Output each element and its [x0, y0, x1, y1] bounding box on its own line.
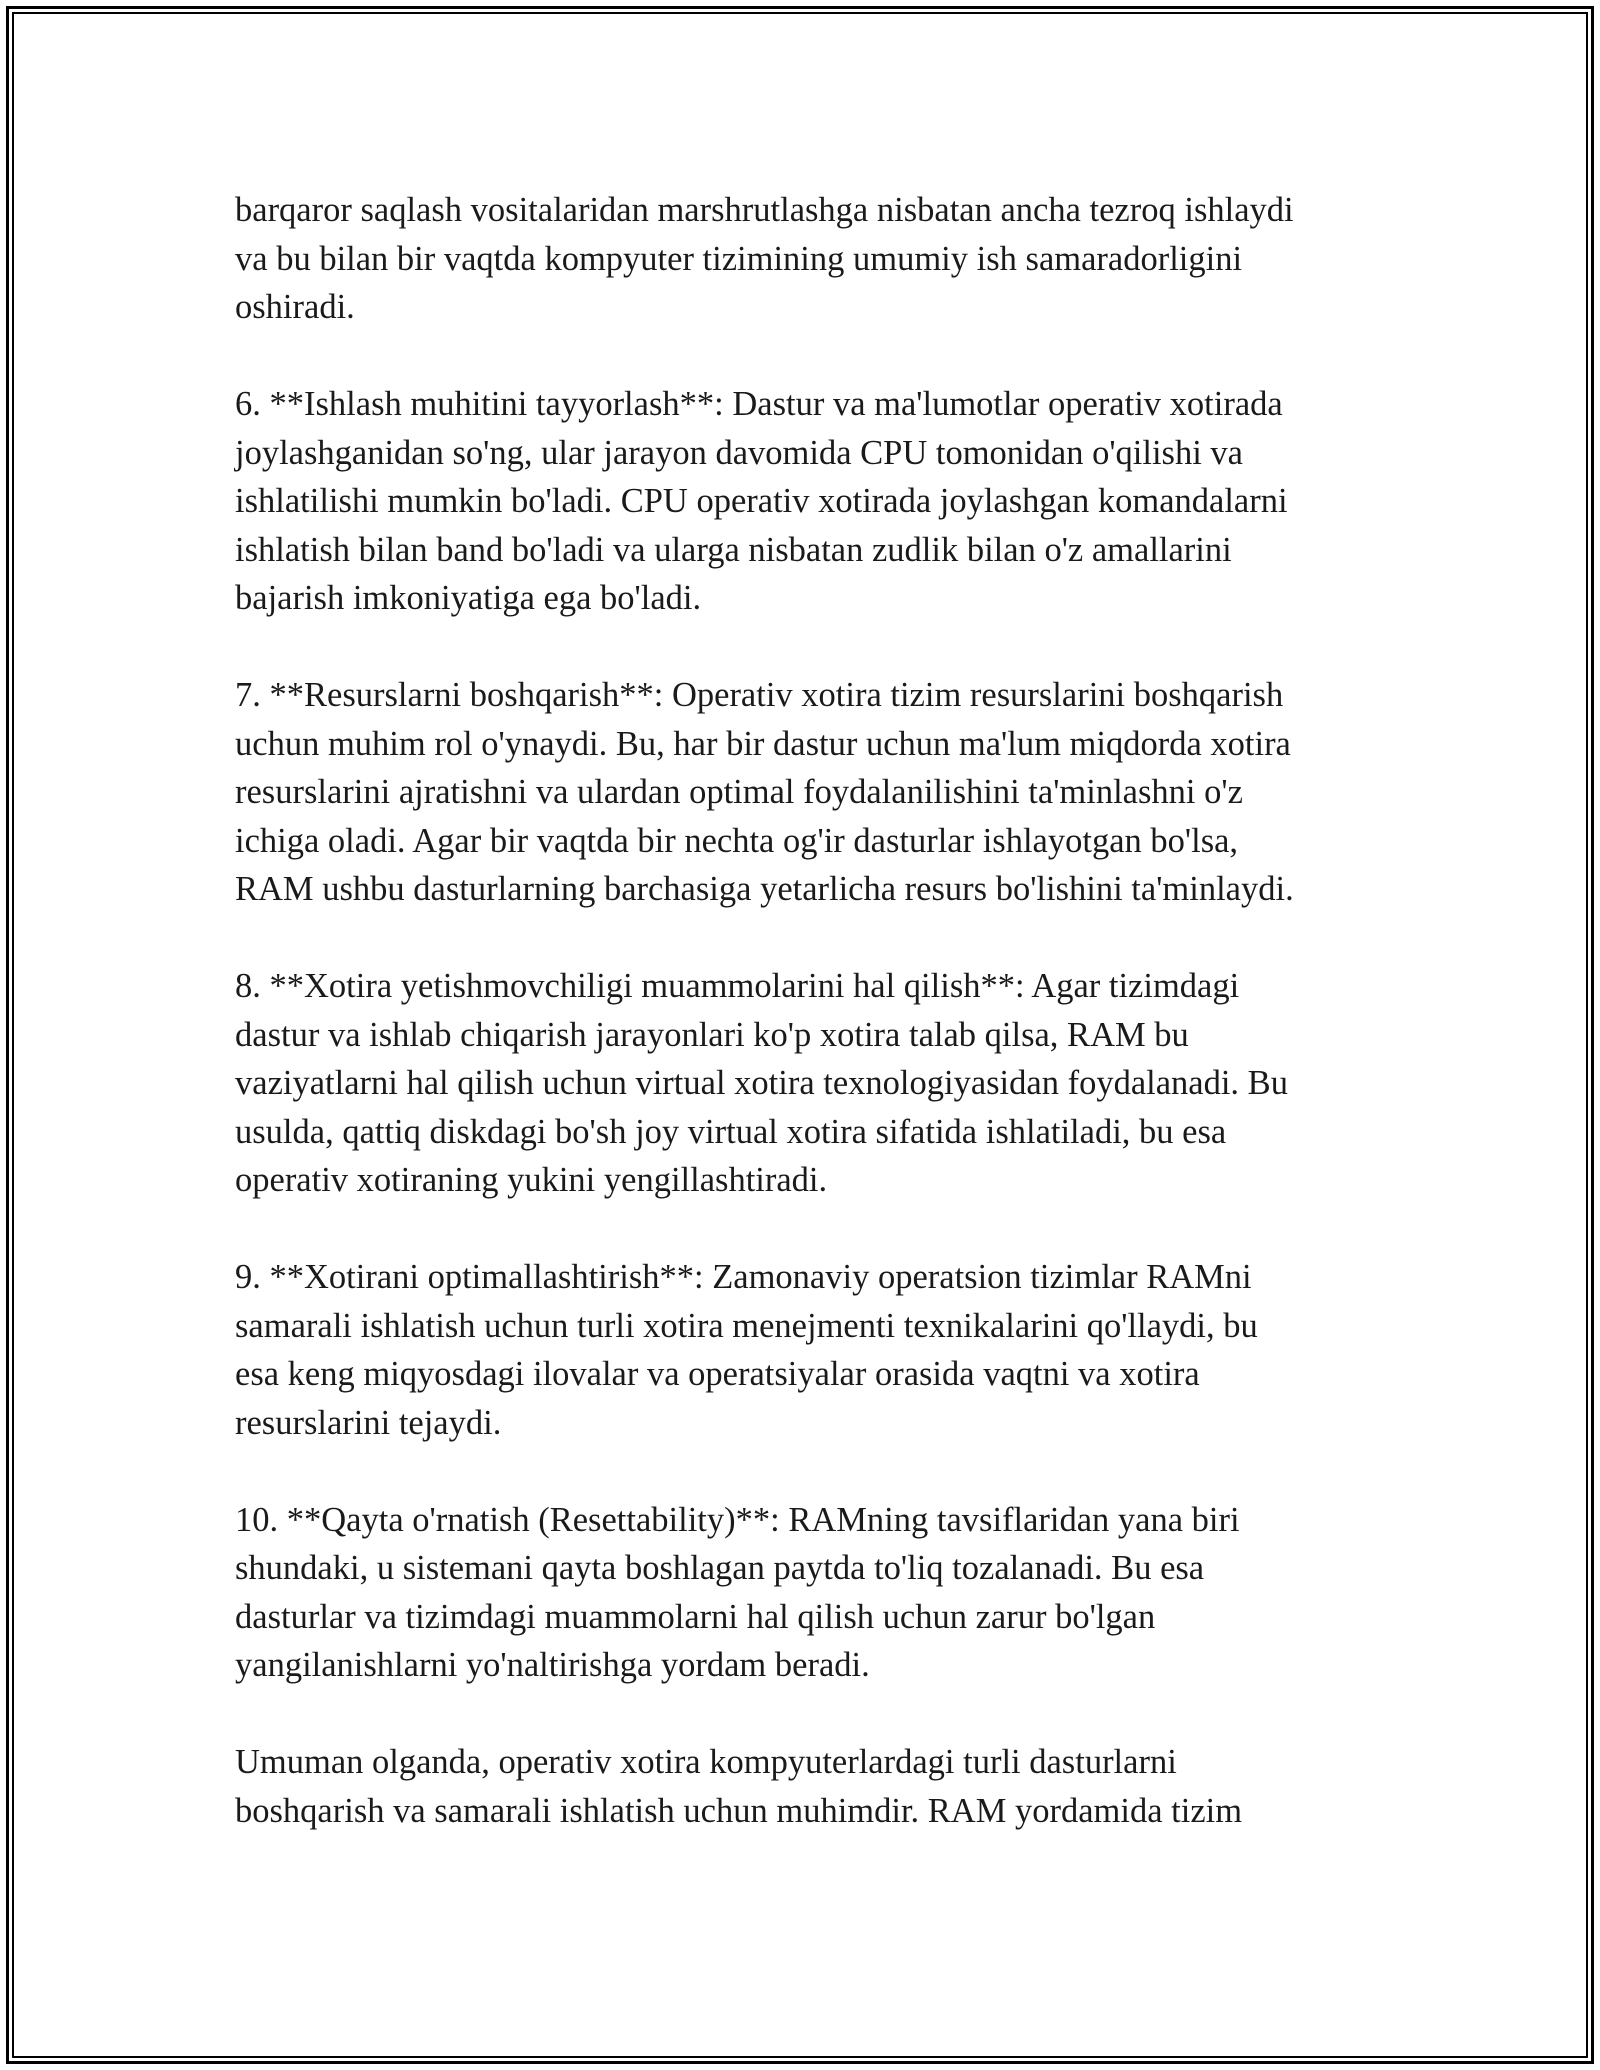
paragraph-item-7: 7. **Resurslarni boshqarish**: Operativ xotira tizim resurslarini boshqarish uchun muhim rol o'ynaydi. Bu, har bir dastur uchun ma'lum miqdorda xotira resurslarini ajratishni va ulardan optimal foydalanilishini ta'minlashni o'z ichiga oladi. Agar bir vaqtda bir nechta og'ir dasturlar ishlayotgan bo'lsa, RAM ushbu dasturlarning barchasiga yetarlicha resurs bo'lishini ta'minlaydi. [235, 676, 1294, 908]
document-body [235, 186, 1395, 1835]
paragraph-continuation: barqaror saqlash vositalaridan marshrutlashga nisbatan ancha tezroq ishlaydi va bu bilan bir vaqtda kompyuter tizimining umumiy ish samaradorligini oshiradi. [235, 191, 1294, 326]
paragraph-item-10: 10. **Qayta o'rnatish (Resettability)**: RAMning tavsiflaridan yana biri shundaki, u sistemani qayta boshlagan paytda to'liq tozalanadi. Bu esa dasturlar va tizimdagi muammolarni hal qilish uchun zarur bo'lgan yangilanishlarni yo'naltirishga yordam beradi. [235, 1500, 1240, 1684]
paragraph-item-6: 6. **Ishlash muhitini tayyorlash**: Dastur va ma'lumotlar operativ xotirada joylashganidan so'ng, ular jarayon davomida CPU tomonidan o'qilishi va ishlatilishi mumkin bo'ladi. CPU operativ xotirada joylashgan komandalarni ishlatish bilan band bo'ladi va ularga nisbatan zudlik bilan o'z amallarini bajarish imkoniyatiga ega bo'ladi. [235, 385, 1288, 617]
paragraph-item-8: 8. **Xotira yetishmovchiligi muammolarini hal qilish**: Agar tizimdagi dastur va ishlab chiqarish jarayonlari ko'p xotira talab qilsa, RAM bu vaziyatlarni hal qilish uchun virtual xotira texnologiyasidan foydalanadi. Bu usulda, qattiq diskdagi bo'sh joy virtual xotira sifatida ishlatiladi, bu esa operativ xotiraning yukini yengillashtiradi. [235, 967, 1288, 1199]
paragraph-conclusion: Umuman olganda, operativ xotira kompyuterlardagi turli dasturlarni boshqarish va samarali ishlatish uchun muhimdir. RAM yordamida tizim [235, 1743, 1243, 1830]
paragraph-item-9: 9. **Xotirani optimallashtirish**: Zamonaviy operatsion tizimlar RAMni samarali ishlatish uchun turli xotira menejmenti texnikalarini qo'llaydi, bu esa keng miqyosdagi ilovalar va operatsiyalar orasida vaqtni va xotira resurslarini tejaydi. [235, 1258, 1258, 1442]
